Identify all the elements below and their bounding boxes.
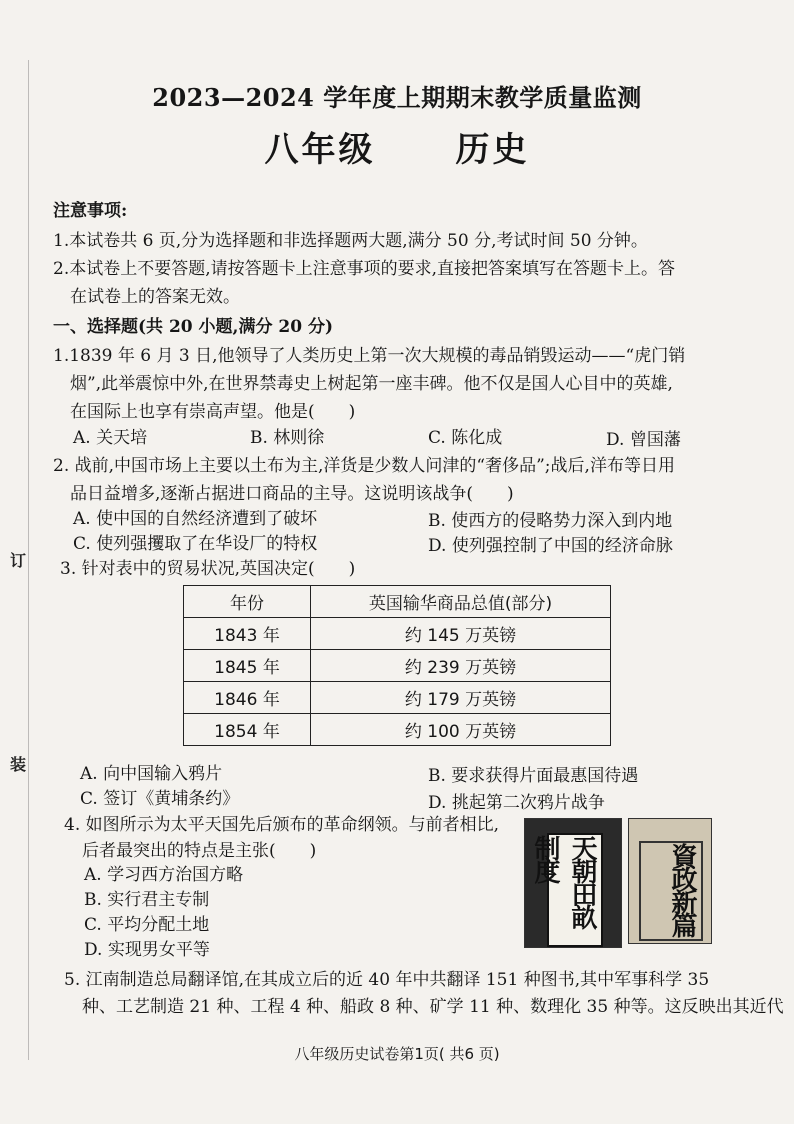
q3-option-c: C. 签订《黄埔条约》 [80,789,240,809]
q2-stem-line1: 2. 战前,中国市场上主要以土布为主,洋货是少数人问津的“奢侈品”;战后,洋布等日用 [53,456,675,476]
cover-header-decoration [529,822,617,831]
notice-item-2: 2.本试卷上不要答题,请按答题卡上注意事项的要求,直接把答案填写在答题卡上。答 [53,259,676,279]
q4-option-a: A. 学习西方治国方略 [84,865,244,885]
trade-table [183,585,611,746]
table-row [184,682,611,714]
table-cell-year: 1843 年 [184,618,311,650]
q1-stem-line1: 1.1839 年 6 月 3 日,他领导了人类历史上第一次大规模的毒品销毁运动——“虎门销 [53,346,686,366]
table-cell-value: 约 145 万英镑 [311,618,611,650]
section-heading: 一、选择题(共 20 小题,满分 20 分) [53,317,333,337]
q2-option-b: B. 使西方的侵略势力深入到内地 [428,511,673,531]
table-row [184,618,611,650]
binding-mark-ding: 订 [10,551,27,570]
cover-header-decoration [633,822,707,831]
q1-option-b: B. 林则徐 [250,428,325,448]
q3-stem: 3. 针对表中的贸易状况,英国决定( ) [60,559,356,579]
binding-mark-zhuang: 装 [10,755,27,774]
exam-title: 2023—2024 学年度上期期末教学质量监测 [152,83,642,112]
tianchao-tianmu-zhidu-image [524,818,622,948]
q2-stem-line2: 品日益增多,逐渐占据进口商品的主导。这说明该战争( ) [70,484,514,504]
q1-option-a: A. 关天培 [73,428,148,448]
table-row [184,650,611,682]
table-header-row [184,586,611,618]
q4-option-d: D. 实现男女平等 [84,940,210,960]
table-header-value: 英国输华商品总值(部分) [311,586,611,618]
table-cell-value: 约 100 万英镑 [311,714,611,746]
q4-stem-line1: 4. 如图所示为太平天国先后颁布的革命纲领。与前者相比, [64,815,500,835]
q4-option-b: B. 实行君主专制 [84,890,210,910]
table-header-year: 年份 [184,586,311,618]
q5-stem-line1: 5. 江南制造总局翻译馆,在其成立后的近 40 年中共翻译 151 种图书,其中军事科学 35 [64,970,710,990]
q1-option-c: C. 陈化成 [428,428,503,448]
q1-stem-line2: 烟”,此举震惊中外,在世界禁毒史上树起第一座丰碑。他不仅是国人心目中的英雄, [70,374,673,394]
binding-line [28,60,29,1060]
notice-item-1: 1.本试卷共 6 页,分为选择题和非选择题两大题,满分 50 分,考试时间 50 分钟。 [53,231,648,251]
q2-option-a: A. 使中国的自然经济遭到了破坏 [73,509,318,529]
table-cell-value: 约 239 万英镑 [311,650,611,682]
q2-option-d: D. 使列强控制了中国的经济命脉 [428,536,673,556]
q3-option-b: B. 要求获得片面最惠国待遇 [428,766,639,786]
page-footer: 八年级历史试卷第1页( 共6 页) [294,1045,500,1063]
q1-option-d: D. 曾国藩 [606,430,681,450]
image2-title: 資政新篇 [639,841,703,941]
notice-heading: 注意事项: [53,201,128,221]
table-row [184,714,611,746]
q1-stem-line3: 在国际上也享有崇高声望。他是( ) [70,402,356,422]
image1-title: 天朝田畝制度 [547,833,603,947]
q4-stem-line2: 后者最突出的特点是主张( ) [82,841,317,861]
q4-option-c: C. 平均分配土地 [84,915,210,935]
subject-label: 历史 [455,130,530,170]
q3-option-d: D. 挑起第二次鸦片战争 [428,793,605,813]
q2-option-c: C. 使列强攫取了在华设厂的特权 [73,534,318,554]
table-cell-year: 1845 年 [184,650,311,682]
exam-subtitle [0,122,794,171]
notice-item-2-cont: 在试卷上的答案无效。 [70,287,240,307]
q3-option-a: A. 向中国输入鸦片 [80,764,223,784]
grade-label: 八年级 [264,130,376,170]
q5-stem-line2: 种、工艺制造 21 种、工程 4 种、船政 8 种、矿学 11 种、数理化 35 种等。这反映出其近代 [82,997,784,1017]
zizheng-xinpian-image [628,818,712,944]
table-cell-value: 约 179 万英镑 [311,682,611,714]
table-cell-year: 1846 年 [184,682,311,714]
table-cell-year: 1854 年 [184,714,311,746]
